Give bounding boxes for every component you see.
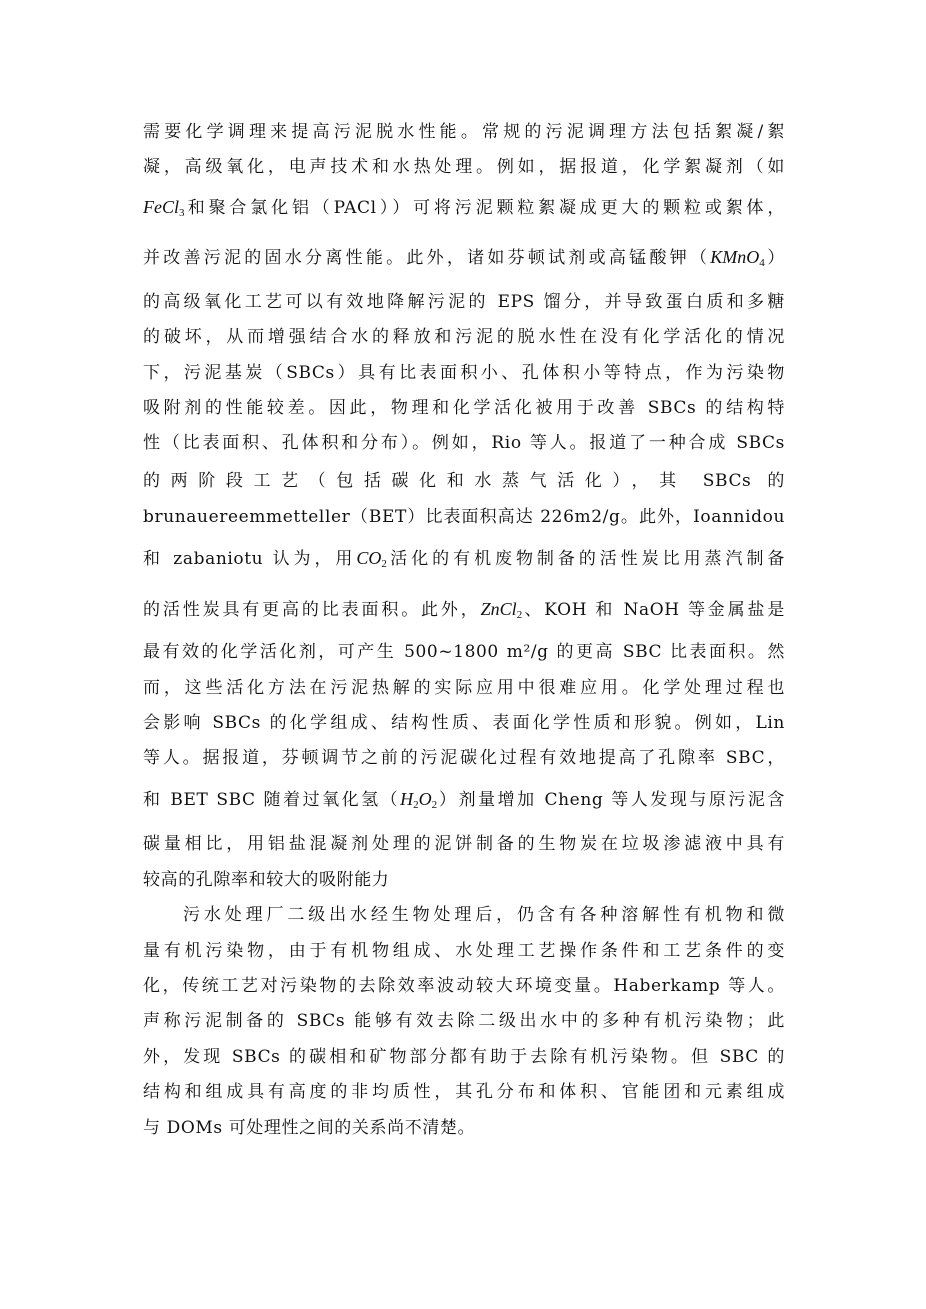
- text-line: 结构和组成具有高度的非均质性，其孔分布和体积、官能团和元素组成: [143, 1082, 785, 1102]
- text-line-first-indented: 污水处理厂二级出水经生物处理后，仍含有各种溶解性有机物和微: [183, 905, 785, 925]
- text-line: 声称污泥制备的 SBCs 能够有效去除二级出水中的多种有机污染物；此: [143, 1011, 785, 1031]
- text-line: brunauereemmetteller（BET）比表面积高达 226m2/g。此外，Ioannidou: [143, 507, 785, 527]
- text-line: 的两阶段工艺（包括碳化和水蒸气活化），其 SBCs 的: [143, 471, 785, 491]
- text-line: 性（比表面积、孔体积和分布）。例如，Rio 等人。报道了一种合成 SBCs: [143, 433, 785, 453]
- text-line-last: 较高的孔隙率和较大的吸附能力: [143, 870, 390, 890]
- formula-fecl3: FeCl$_3$: [143, 197, 185, 219]
- text-line: 量有机污染物，由于有机物组成、水处理工艺操作条件和工艺条件的变: [143, 941, 785, 961]
- formula-co2: $CO_2$: [356, 548, 387, 570]
- formula-kmno4: KMnO$_4$: [710, 247, 765, 269]
- text-line: 的活性炭具有更高的比表面积。此外，ZnCl$_2$、KOH 和 NaOH 等金属盐是: [143, 599, 785, 621]
- text-line: 和 zabaniotu 认为，用$CO_2$活化的有机废物制备的活性炭比用蒸汽制备: [143, 548, 785, 570]
- formula-h2o2: $H_2O_2$: [400, 789, 438, 811]
- text-line: 凝，高级氧化，电声技术和水热处理。例如，据报道，化学絮凝剂（如: [143, 157, 785, 177]
- text-line: 而，这些活化方法在污泥热解的实际应用中很难应用。化学处理过程也: [143, 678, 785, 698]
- text-line: 吸附剂的性能较差。因此，物理和化学活化被用于改善 SBCs 的结构特: [143, 398, 785, 418]
- text-line: FeCl$_3$和聚合氯化铝（PACl））可将污泥颗粒絮凝成更大的颗粒或絮体，: [143, 197, 785, 219]
- formula-zncl2: ZnCl$_2$: [480, 599, 523, 621]
- text-line: 等人。据报道，芬顿调节之前的污泥碳化过程有效地提高了孔隙率 SBC，: [143, 748, 785, 768]
- text-line: 的破坏，从而增强结合水的释放和污泥的脱水性在没有化学活化的情况: [143, 327, 785, 347]
- text-line: 下，污泥基炭（SBCs）具有比表面积小、孔体积小等特点，作为污染物: [143, 363, 785, 383]
- text-line: 的高级氧化工艺可以有效地降解污泥的 EPS 馏分，并导致蛋白质和多糖: [143, 292, 785, 312]
- text-line: 会影响 SBCs 的化学组成、结构性质、表面化学性质和形貌。例如，Lin: [143, 713, 785, 733]
- text-line: 需要化学调理来提高污泥脱水性能。常规的污泥调理方法包括絮凝/絮: [143, 122, 785, 142]
- text-line: 外，发现 SBCs 的碳相和矿物部分都有助于去除有机污染物。但 SBC 的: [143, 1047, 785, 1067]
- text-line: 和 BET SBC 随着过氧化氢$(H_2O_2)$剂量增加 Cheng 等人发现与原污泥含: [143, 789, 785, 811]
- text-line: 最有效的化学活化剂，可产生 500~1800 m²/g 的更高 SBC 比表面积。然: [143, 642, 785, 662]
- text-line: 并改善污泥的固水分离性能。此外，诸如芬顿试剂或高锰酸钾（KMnO$_4$）: [143, 247, 785, 269]
- text-line-last: 与 DOMs 可处理性之间的关系尚不清楚。: [143, 1118, 476, 1138]
- text-line: 化，传统工艺对污染物的去除效率波动较大环境变量。Haberkamp 等人。: [143, 976, 785, 996]
- text-line: 碳量相比，用铝盐混凝剂处理的泥饼制备的生物炭在垃圾渗滤液中具有: [143, 834, 785, 854]
